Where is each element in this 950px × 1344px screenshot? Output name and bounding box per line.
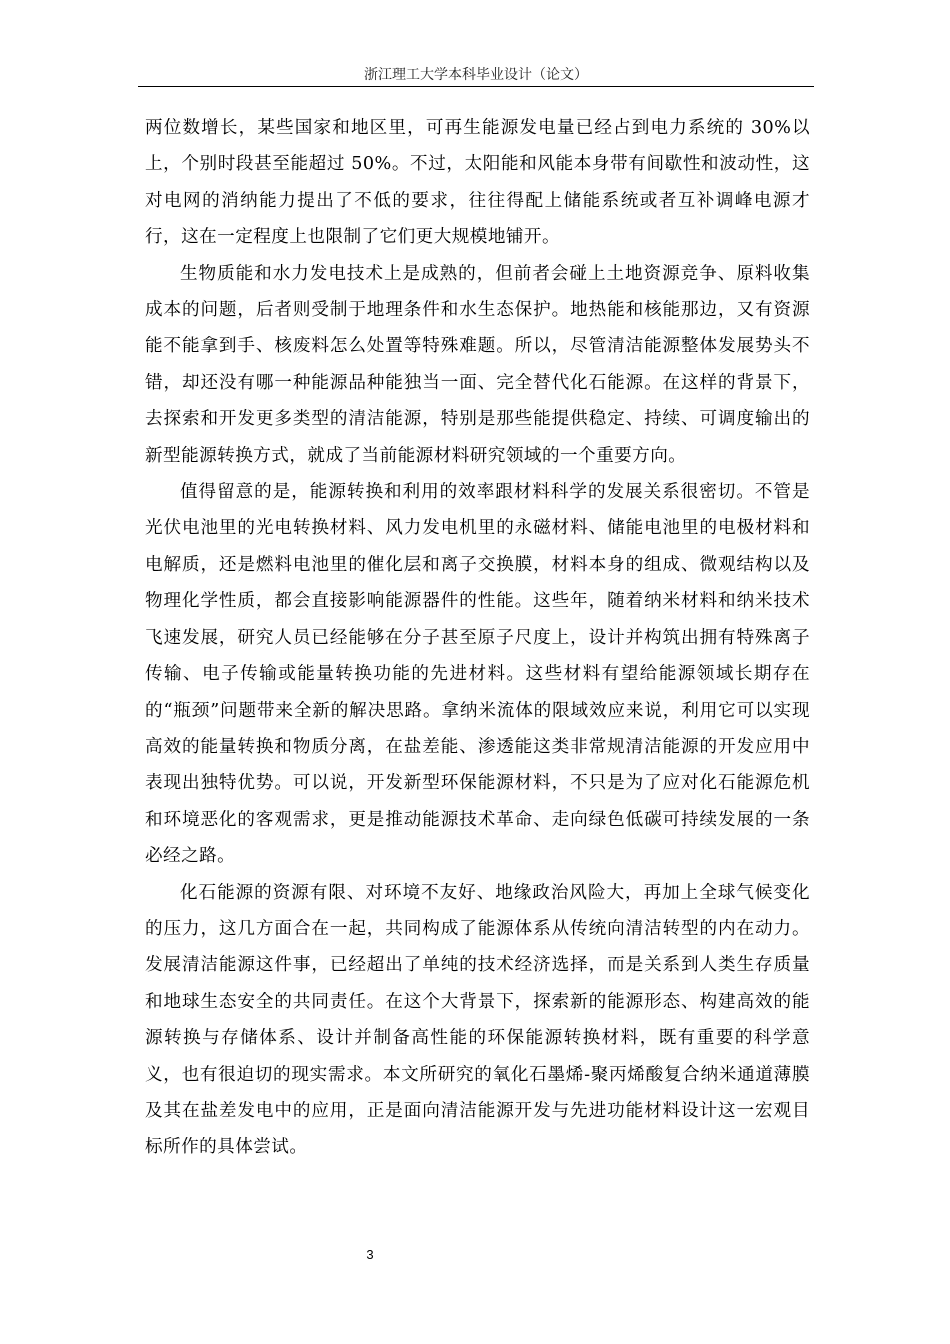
page-number: 3 [366, 1247, 374, 1262]
page-header-title: 浙江理工大学本科毕业设计（论文） [364, 67, 588, 83]
paragraph: 值得留意的是，能源转换和利用的效率跟材料科学的发展关系很密切。不管是光伏电池里的光电转换材料、风力发电机里的永磁材料、储能电池里的电极材料和电解质，还是燃料电池里的催化层和离子交换膜，材料本身的组成、微观结构以及物理化学性质，都会直接影响能源器件的性能。这些年，随着纳米材料和纳米技术飞速发展，研究人员已经能够在分子甚至原子尺度上，设计并构筑出拥有特殊离子传输、电子传输或能量转换功能的先进材料。这些材料有望给能源领域长期存在的“瓶颈”问题带来全新的解决思路。拿纳米流体的限域效应来说，利用它可以实现高效的能量转换和物质分离，在盐差能、渗透能这类非常规清洁能源的开发应用中表现出独特优势。可以说，开发新型环保能源材料，不只是为了应对化石能源危机和环境恶化的客观需求，更是推动能源技术革命、走向绿色低碳可持续发展的一条必经之路。 [145, 482, 810, 867]
paragraph: 生物质能和水力发电技术上是成熟的，但前者会碰上土地资源竞争、原料收集成本的问题，后者则受制于地理条件和水生态保护。地热能和核能那边，又有资源能不能拿到手、核废料怎么处置等特殊难题。所以，尽管清洁能源整体发展势头不错，却还没有哪一种能源品种能独当一面、完全替代化石能源。在这样的背景下，去探索和开发更多类型的清洁能源，特别是那些能提供稳定、持续、可调度输出的新型能源转换方式，就成了当前能源材料研究领域的一个重要方向。 [145, 263, 810, 466]
paragraph-continued: 两位数增长，某些国家和地区里，可再生能源发电量已经占到电力系统的 30%以上，个别时段甚至能超过 50%。不过，太阳能和风能本身带有间歇性和波动性，这对电网的消纳能力提出了不低的要求，往往得配上储能系统或者互补调峰电源才行，这在一定程度上也限制了它们更大规模地铺开。 [145, 118, 810, 248]
body-text [145, 110, 810, 1166]
header-divider [138, 86, 814, 87]
paragraph: 化石能源的资源有限、对环境不友好、地缘政治风险大，再加上全球气候变化的压力，这几方面合在一起，共同构成了能源体系从传统向清洁转型的内在动力。发展清洁能源这件事，已经超出了单纯的技术经济选择，而是关系到人类生存质量和地球生态安全的共同责任。在这个大背景下，探索新的能源形态、构建高效的能源转换与存储体系、设计并制备高性能的环保能源转换材料，既有重要的科学意义，也有很迫切的现实需求。本文所研究的氧化石墨烯-聚丙烯酸复合纳米通道薄膜及其在盐差发电中的应用，正是面向清洁能源开发与先进功能材料设计这一宏观目标所作的具体尝试。 [145, 882, 810, 1158]
